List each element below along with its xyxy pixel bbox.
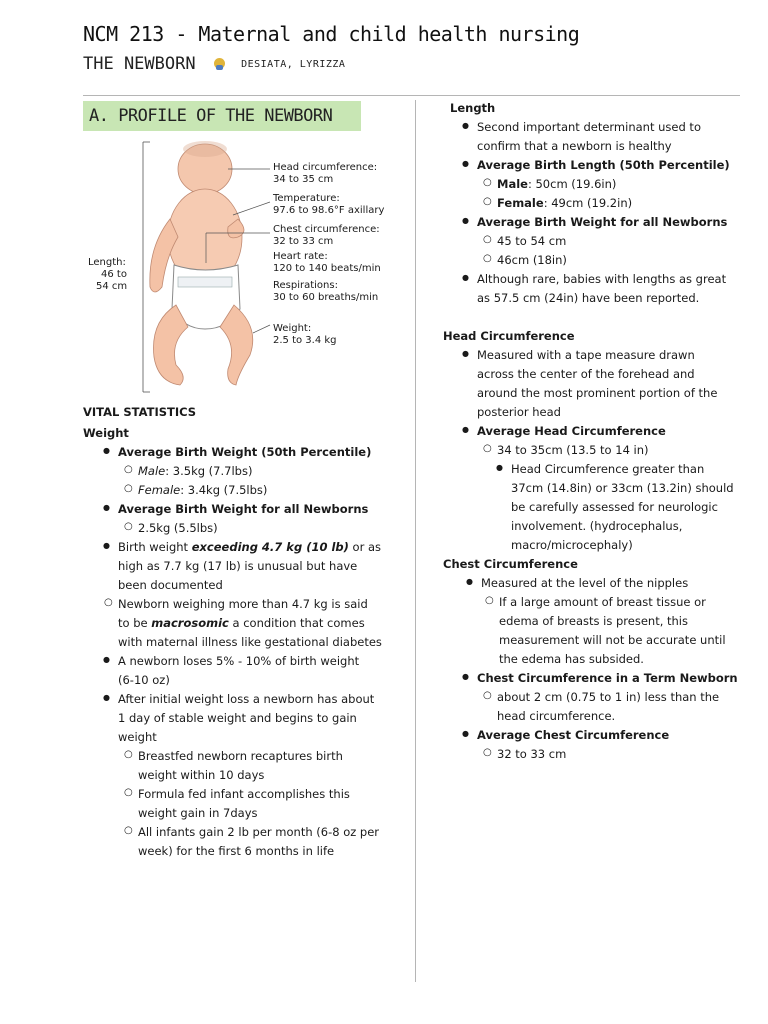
formula-line2: weight gain in 7days (138, 806, 258, 820)
loses-line2: (6-10 oz) (118, 673, 170, 687)
chest-circumference-heading: Chest Circumference (443, 557, 578, 571)
document-subtitle (83, 54, 345, 74)
large-line1: ○ If a large amount of breast tissue or (499, 595, 706, 609)
male-value: : 3.5kg (7.7lbs) (165, 464, 253, 478)
macro-line1: ○ Newborn weighing more than 4.7 kg is said (118, 597, 368, 611)
section-title: A. PROFILE OF THE NEWBORN (83, 101, 361, 131)
length-heading: Length (450, 101, 496, 115)
macro-post: a condition that comes (228, 616, 365, 630)
breastfed-line2: weight within 10 days (138, 768, 265, 782)
rare-line2: as 57.5 cm (24in) have been reported. (477, 291, 700, 305)
loses-line1: ● A newborn loses 5% - 10% of birth weight (118, 654, 359, 668)
newborn-figure (88, 137, 388, 399)
avg-head-circumference: ● Average Head Circumference (477, 424, 666, 438)
large-line2: edema of breasts is present, this (499, 614, 688, 628)
weight-heading: Weight (83, 426, 129, 440)
figure-length-label: Length: (88, 257, 126, 268)
male-label: Male (138, 464, 166, 478)
greater-line4: involvement. (hydrocephalus, (511, 519, 683, 533)
macro-em: macrosomic (151, 616, 229, 630)
vital-statistics-heading: VITAL STATISTICS (83, 405, 197, 419)
about-line1: ○ about 2 cm (0.75 to 1 in) less than the (497, 690, 719, 704)
rare-line1: ● Although rare, babies with lengths as great (477, 272, 726, 286)
figure-head-value: 34 to 35 cm (273, 174, 334, 185)
figure-head-label: Head circumference: (273, 162, 378, 173)
second-line1: ● Second important determinant used to (477, 120, 701, 134)
figure-resp-label: Respirations: (273, 280, 338, 291)
greater-line3: be carefully assessed for neurologic (511, 500, 718, 514)
male-length-value: : 50cm (19.6in) (527, 177, 617, 191)
large-line3: measurement will not be accurate until (499, 633, 726, 647)
author-name: DESIATA, LYRIZZA (241, 59, 346, 70)
exceed-post: or as (348, 540, 382, 554)
male-length (497, 177, 616, 191)
female-length-label: Female (497, 196, 544, 210)
figure-temp-value: 97.6 to 98.6°F axillary (273, 205, 385, 216)
exceed-line2: high as 7.7 kg (17 lb) is unusual but have (118, 559, 358, 573)
head-value: ○ 34 to 35cm (13.5 to 14 in) (497, 443, 649, 457)
exceed-em: exceeding 4.7 kg (10 lb) (191, 540, 349, 554)
allinfants-line1: ○ All infants gain 2 lb per month (6-8 oz per (138, 825, 379, 839)
after-line1: ● After initial weight loss a newborn has about (118, 692, 374, 706)
large-line4: the edema has subsided. (499, 652, 644, 666)
about-line2: head circumference. (497, 709, 616, 723)
exceed-line3: been documented (118, 578, 223, 592)
chest-term-newborn: ● Chest Circumference in a Term Newborn (477, 671, 738, 685)
figure-heart-value: 120 to 140 beats/min (273, 263, 381, 274)
measured-line2: across the center of the forehead and (477, 367, 695, 381)
female-label: Female (138, 483, 181, 497)
subtitle-text: THE NEWBORN (83, 54, 196, 74)
document-title: NCM 213 - Maternal and child health nursing (83, 22, 580, 46)
chest-value: ○ 32 to 33 cm (497, 747, 566, 761)
formula-line1: ○ Formula fed infant accomplishes this (138, 787, 350, 801)
male-length-label: Male (497, 177, 528, 191)
female-length-value: : 49cm (19.2in) (543, 196, 633, 210)
header-divider (83, 95, 740, 96)
length-value1: ○ 45 to 54 cm (497, 234, 566, 248)
figure-chest-label: Chest circumference: (273, 224, 380, 235)
exceed-pre: Birth weight (118, 540, 192, 554)
female-length (497, 196, 632, 210)
figure-weight-label: Weight: (273, 323, 312, 334)
nipples-line: ● Measured at the level of the nipples (481, 576, 688, 590)
greater-line5: macro/microcephaly) (511, 538, 633, 552)
greater-line1: ● Head Circumference greater than (511, 462, 704, 476)
exceed-line1 (118, 540, 381, 554)
second-line2: confirm that a newborn is healthy (477, 139, 672, 153)
figure-resp-value: 30 to 60 breaths/min (273, 292, 379, 303)
male-weight (138, 464, 252, 478)
macro-line3: with maternal illness like gestational diabetes (118, 635, 382, 649)
after-line3: weight (118, 730, 157, 744)
author-icon (214, 58, 225, 69)
female-weight (138, 483, 267, 497)
avg-all-newborns: ● Average Birth Weight for all Newborns (118, 502, 368, 516)
figure-chest-value: 32 to 33 cm (273, 236, 334, 247)
greater-line2: 37cm (14.8in) or 33cm (13.2in) should (511, 481, 734, 495)
avg-birth-length: ● Average Birth Length (50th Percentile) (477, 158, 730, 172)
allinfants-line2: week) for the first 6 months in life (138, 844, 335, 858)
breastfed-line1: ○ Breastfed newborn recaptures birth (138, 749, 343, 763)
measured-line4: posterior head (477, 405, 561, 419)
avg-chest-circumference: ● Average Chest Circumference (477, 728, 669, 742)
figure-temp-label: Temperature: (273, 193, 340, 204)
figure-length-value1: 46 to (101, 269, 127, 280)
macro-pre: to be (118, 616, 152, 630)
measured-line3: around the most prominent portion of the (477, 386, 718, 400)
avg-all-value: ○ 2.5kg (5.5lbs) (138, 521, 218, 535)
figure-length-value2: 54 cm (96, 281, 128, 292)
macro-line2 (118, 616, 365, 630)
figure-heart-label: Heart rate: (273, 251, 328, 262)
avg-birth-weight: ● Average Birth Weight (50th Percentile) (118, 445, 371, 459)
figure-weight-value: 2.5 to 3.4 kg (273, 335, 337, 346)
female-value: : 3.4kg (7.5lbs) (180, 483, 268, 497)
column-divider (415, 100, 416, 982)
measured-line1: ● Measured with a tape measure drawn (477, 348, 695, 362)
length-value2: ○ 46cm (18in) (497, 253, 567, 267)
after-line2: 1 day of stable weight and begins to gain (118, 711, 357, 725)
head-circumference-heading: Head Circumference (443, 329, 575, 343)
avg-all-weight-right: ● Average Birth Weight for all Newborns (477, 215, 727, 229)
